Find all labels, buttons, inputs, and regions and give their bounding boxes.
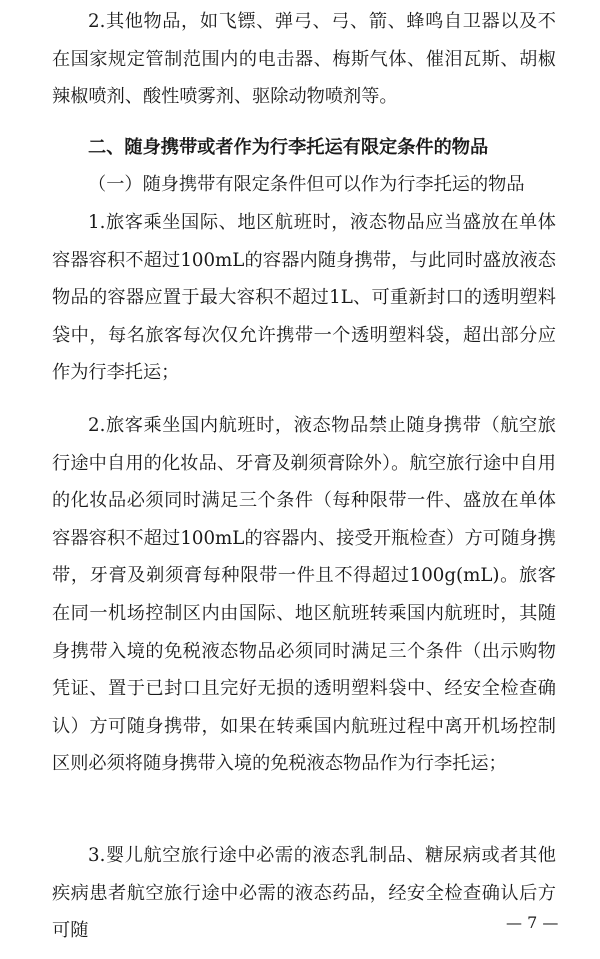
paragraph-infant-items: 3.婴儿航空旅行途中必需的液态乳制品、糖尿病或者其他疾病患者航空旅行途中必需的液态药品，经安全检查确认后方可随 [52,845,556,942]
subsection-heading: （一）随身携带有限定条件但可以作为行李托运的物品 [88,174,525,195]
section-heading: 二、随身携带或者作为行李托运有限定条件的物品 [88,137,489,158]
paragraph-other-items: 2.其他物品，如飞镖、弹弓、弓、箭、蜂鸣自卫器以及不在国家规定管制范围内的电击器、梅斯气体、催泪瓦斯、胡椒辣椒喷剂、酸性喷雾剂、驱除动物喷剂等。 [52,11,556,108]
paragraph-domestic-flights: 2.旅客乘坐国内航班时，液态物品禁止随身携带（航空旅行途中自用的化妆品、牙膏及剃须膏除外）。航空旅行途中自用的化妆品必须同时满足三个条件（每种限带一件、盛放在单体容器容积不超过100mL的容器内、接受开瓶检查）方可随身携带，牙膏及剃须膏每种限带一件且不得超过100g(mL)。旅客在同一机场控制区内由国际、地区航班转乘国内航班时，其随身携带入境的免税液态物品必须同时满足三个条件（出示购物凭证、置于已封口且完好无损的透明塑料袋中、经安全检查确认）方可随身携带，如果在转乘国内航班过程中离开机场控制区则必须将随身携带入境的免税液态物品作为行李托运； [52,415,556,775]
page-number: — 7 — [506,913,559,932]
paragraph-international-flights: 1.旅客乘坐国际、地区航班时，液态物品应当盛放在单体容器容积不超过100mL的容器内随身携带，与此同时盛放液态物品的容器应置于最大容积不超过1L、可重新封口的透明塑料袋中，每名旅客每次仅允许携带一个透明塑料袋，超出部分应作为行李托运； [52,212,556,384]
